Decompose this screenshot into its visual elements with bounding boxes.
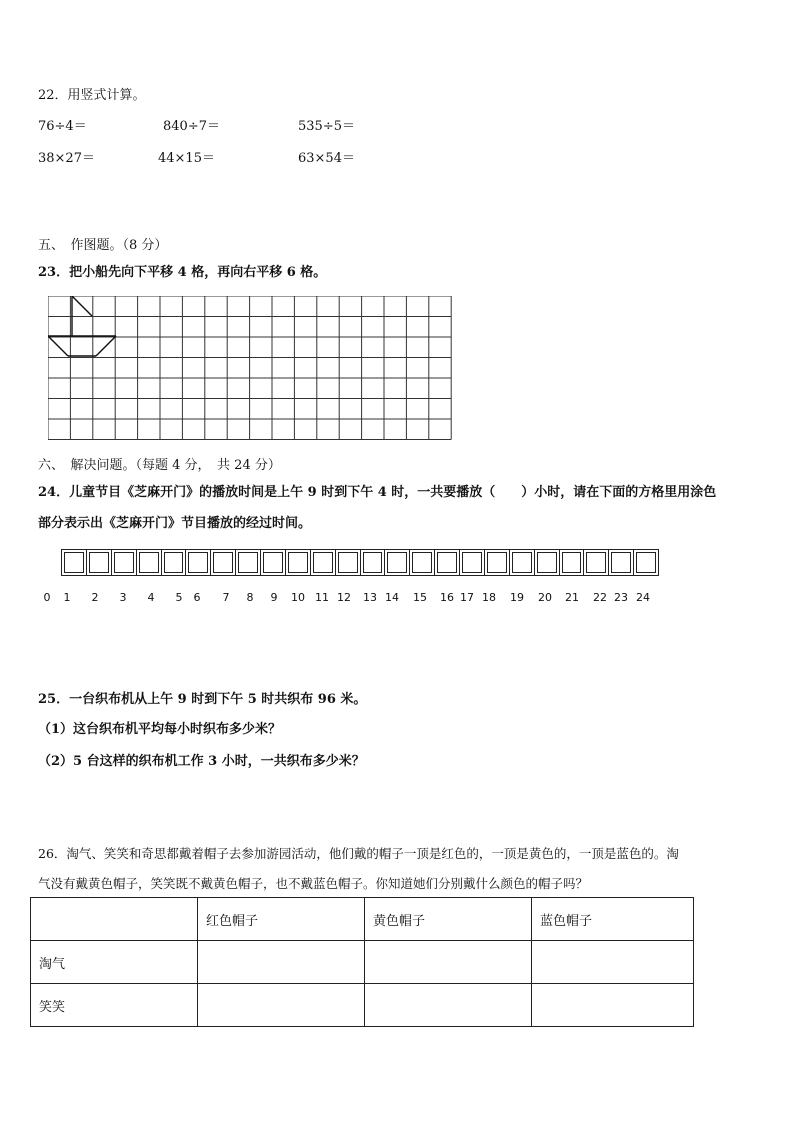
boat-sail-edge: [72, 296, 92, 316]
answer-cell[interactable]: [532, 984, 694, 1027]
hour-label: 11: [315, 591, 329, 604]
section5-title: 五、 作图题。（8 分）: [38, 238, 168, 253]
table-corner-cell: [31, 898, 198, 941]
hour-label: 18: [482, 591, 496, 604]
hour-label: 20: [538, 591, 552, 604]
hour-label: 8: [246, 591, 254, 604]
hour-box[interactable]: [459, 549, 485, 576]
answer-cell[interactable]: [365, 941, 532, 984]
section6-title: 六、 解决问题。（每题 4 分， 共 24 分）: [38, 458, 281, 473]
hour-label: 24: [636, 591, 650, 604]
hour-box[interactable]: [61, 549, 87, 576]
hour-label: 16: [440, 591, 454, 604]
grid-lines: [48, 296, 451, 440]
hour-box[interactable]: [434, 549, 460, 576]
boat-shape: [48, 296, 116, 356]
hour-box[interactable]: [310, 549, 336, 576]
hour-label: 13: [363, 591, 377, 604]
hat-table: [30, 897, 694, 1027]
header-yellow-hat: 黄色帽子: [365, 898, 532, 941]
hour-box[interactable]: [136, 549, 162, 576]
hour-label: 12: [337, 591, 351, 604]
hour-label: 0: [43, 591, 51, 604]
hour-label: 9: [270, 591, 278, 604]
q22-expr-3: 535÷5＝: [298, 119, 355, 134]
hour-label: 2: [91, 591, 99, 604]
table-row: [31, 941, 694, 984]
q25-sub2: （2）5 台这样的织布机工作 3 小时，一共织布多少米？: [38, 754, 365, 769]
hour-box[interactable]: [235, 549, 261, 576]
q25-sub1: （1）这台织布机平均每小时织布多少米？: [38, 722, 282, 737]
q23-title: 23．把小船先向下平移 4 格，再向右平移 6 格。: [38, 265, 327, 280]
q24-line1: 24．儿童节目《芝麻开门》的播放时间是上午 9 时到下午 4 时，一共要播放（ ）小时，请在下面的方格里用涂色: [38, 485, 717, 500]
hour-box[interactable]: [509, 549, 535, 576]
hour-label: 14: [385, 591, 399, 604]
hour-box[interactable]: [409, 549, 435, 576]
q24-line2: 部分表示出《芝麻开门》节目播放的经过时间。: [38, 516, 312, 531]
table-header-row: [31, 898, 694, 941]
hour-label: 3: [119, 591, 127, 604]
hour-box[interactable]: [86, 549, 112, 576]
hour-box[interactable]: [608, 549, 634, 576]
hour-label: 10: [291, 591, 305, 604]
hour-box[interactable]: [633, 549, 659, 576]
answer-cell[interactable]: [198, 941, 365, 984]
hour-label: 23: [614, 591, 628, 604]
q22-expr-5: 44×15＝: [158, 151, 215, 166]
row-label-taoqi: 淘气: [31, 941, 198, 984]
hour-label: 21: [565, 591, 579, 604]
q22-expr-4: 38×27＝: [38, 151, 95, 166]
answer-cell[interactable]: [198, 984, 365, 1027]
hour-box[interactable]: [210, 549, 236, 576]
hour-label: 5: [175, 591, 183, 604]
q22-expr-6: 63×54＝: [298, 151, 355, 166]
q22-expr-1: 76÷4＝: [38, 119, 87, 134]
boat-hull-right: [96, 336, 116, 356]
hour-label: 4: [147, 591, 155, 604]
hour-box[interactable]: [335, 549, 361, 576]
hour-label: 6: [193, 591, 201, 604]
q22-title: 22．用竖式计算。: [38, 88, 146, 103]
boat-hull-left: [48, 336, 68, 356]
boat-grid: [48, 296, 452, 440]
hour-box[interactable]: [111, 549, 137, 576]
hour-label: 7: [222, 591, 230, 604]
answer-cell[interactable]: [532, 941, 694, 984]
header-blue-hat: 蓝色帽子: [532, 898, 694, 941]
table-row: [31, 984, 694, 1027]
hour-label: 1: [63, 591, 71, 604]
hour-box[interactable]: [161, 549, 187, 576]
row-label-xiaoxiao: 笑笑: [31, 984, 198, 1027]
hour-label: 17: [460, 591, 474, 604]
answer-cell[interactable]: [365, 984, 532, 1027]
hour-label: 22: [593, 591, 607, 604]
hour-box[interactable]: [534, 549, 560, 576]
q26-line2: 气没有戴黄色帽子，笑笑既不戴黄色帽子，也不戴蓝色帽子。你知道她们分别戴什么颜色的帽子吗？: [38, 876, 589, 891]
hour-box[interactable]: [260, 549, 286, 576]
q26-line1: 26．淘气、笑笑和奇思都戴着帽子去参加游园活动，他们戴的帽子一顶是红色的，一顶是黄色的，一顶是蓝色的。淘: [38, 846, 679, 861]
hour-box[interactable]: [559, 549, 585, 576]
hour-box[interactable]: [185, 549, 211, 576]
q25-title: 25．一台织布机从上午 9 时到下午 5 时共织布 96 米。: [38, 692, 367, 707]
hour-box[interactable]: [484, 549, 510, 576]
hour-label: 15: [413, 591, 427, 604]
hour-box[interactable]: [285, 549, 311, 576]
hour-box[interactable]: [360, 549, 386, 576]
header-red-hat: 红色帽子: [198, 898, 365, 941]
hour-box[interactable]: [384, 549, 410, 576]
q22-expr-2: 840÷7＝: [163, 119, 220, 134]
hour-box[interactable]: [583, 549, 609, 576]
hour-label: 19: [510, 591, 524, 604]
